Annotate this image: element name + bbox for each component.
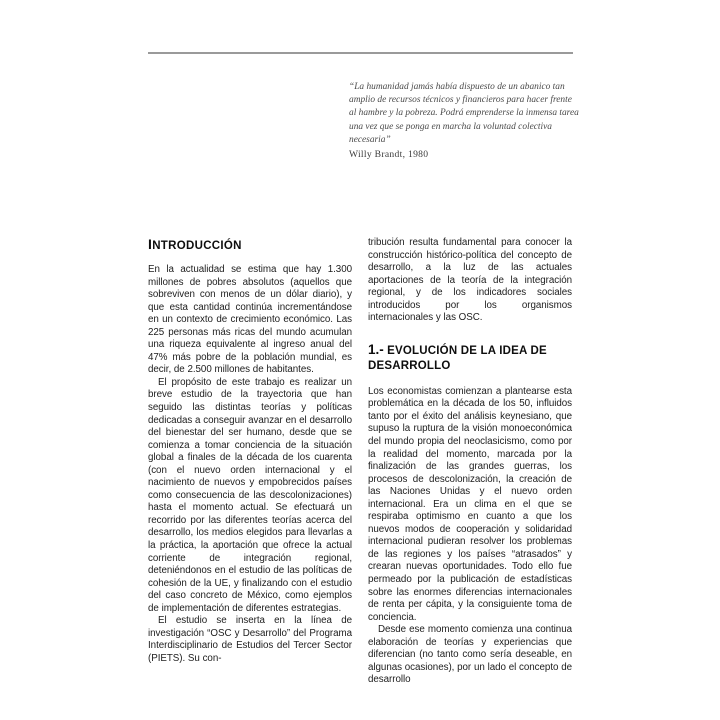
right-column [368, 237, 572, 687]
introduction-heading: INTRODUCCIÓN [148, 236, 242, 252]
section-number: 1.- [368, 341, 384, 357]
paragraph-continuation: tribución resulta fundamental para conocer la construcción histórico-política del concepto de desarrollo, a la luz de las actuales aportaciones de la teoría de la integración regional, y de los indicadores sociales introducidos por los organismos internacionales y las OSC. [368, 237, 572, 324]
paragraph: Desde ese momento comienza una continua elaboración de teorías y experiencias que diferencian (no tanto como sería deseable, en algunas ocasiones), por un lado el concepto de desarrollo [368, 624, 572, 686]
epigraph-attribution: Willy Brandt, 1980 [349, 149, 429, 160]
paragraph: El estudio se inserta en la línea de investigación “OSC y Desarrollo” del Programa Interdisciplinario de Estudios del Tercer Sector (PIETS). Su con- [148, 615, 352, 664]
paragraph: En la actualidad se estima que hay 1.300 millones de pobres absolutos (aquellos que sobreviven con menos de un dólar diario), y que esta cantidad continúa incrementándose en un contexto de crecimiento económico. Las 225 personas más ricas del mundo acumulan una riqueza equivalente al ingreso anual del 47% más pobre de la población mundial, es decir, de 2.500 millones de habitantes. [148, 264, 352, 376]
paragraph: Los economistas comienzan a plantearse esta problemática en la década de los 50, influidos tanto por el éxito del análisis keynesiano, que supuso la ruptura de la visión monoeconómica del mundo propia del neoclasicismo, como por la realidad del momento, marcada por la finalización de las grandes guerras, los procesos de descolonización, la creación de las Naciones Unidas y el nuevo orden internacional. Era un clima en el que se respiraba optimismo en cuanto a que los nuevos modos de cooperación y solidaridad internacional pudieran resolver los problemas de las regiones y los países “atrasados” y crearan nuevas oportunidades. Todo ello fue permeado por la publicación de estadísticas sobre las enormes diferencias internacionales de renta per cápita, y la consiguiente toma de conciencia. [368, 385, 572, 623]
left-column [148, 236, 352, 666]
paragraph: El propósito de este trabajo es realizar un breve estudio de la trayectoria que han seguido las distintas teorías y políticas dedicadas a conseguir avanzar en el desarrollo del bienestar del ser humano, desde que se comienza a tomar conciencia de la situación global a finales de la década de los cuarenta (con el nuevo orden internacional y el nacimiento de nuevos y empobrecidos países como consecuencia de las descolonizaciones) hasta el momento actual. Se efectuará un recorrido por las diferentes teorías acerca del desarrollo, los medios elegidos para llevarlas a la práctica, la aportación que ofrece la actual corriente de integración regional, deteniéndonos en el estudio de las políticas de cohesión de la UE, y finalizando con el estudio del caso concreto de México, como ejemplos de implementación de diferentes estrategias. [148, 376, 352, 614]
section-title: EVOLUCIÓN DE LA IDEA DE DESARROLLO [368, 344, 547, 372]
top-rule-divider [148, 52, 573, 54]
epigraph-quote: “La humanidad jamás había dispuesto de un abanico tan amplio de recursos técnicos y financieros para hacer frente al hambre y la pobreza. Podrá emprenderse la inmensa tarea una vez que se ponga en marcha la voluntad colectiva necesaria” [349, 82, 579, 145]
section-heading [368, 342, 572, 374]
